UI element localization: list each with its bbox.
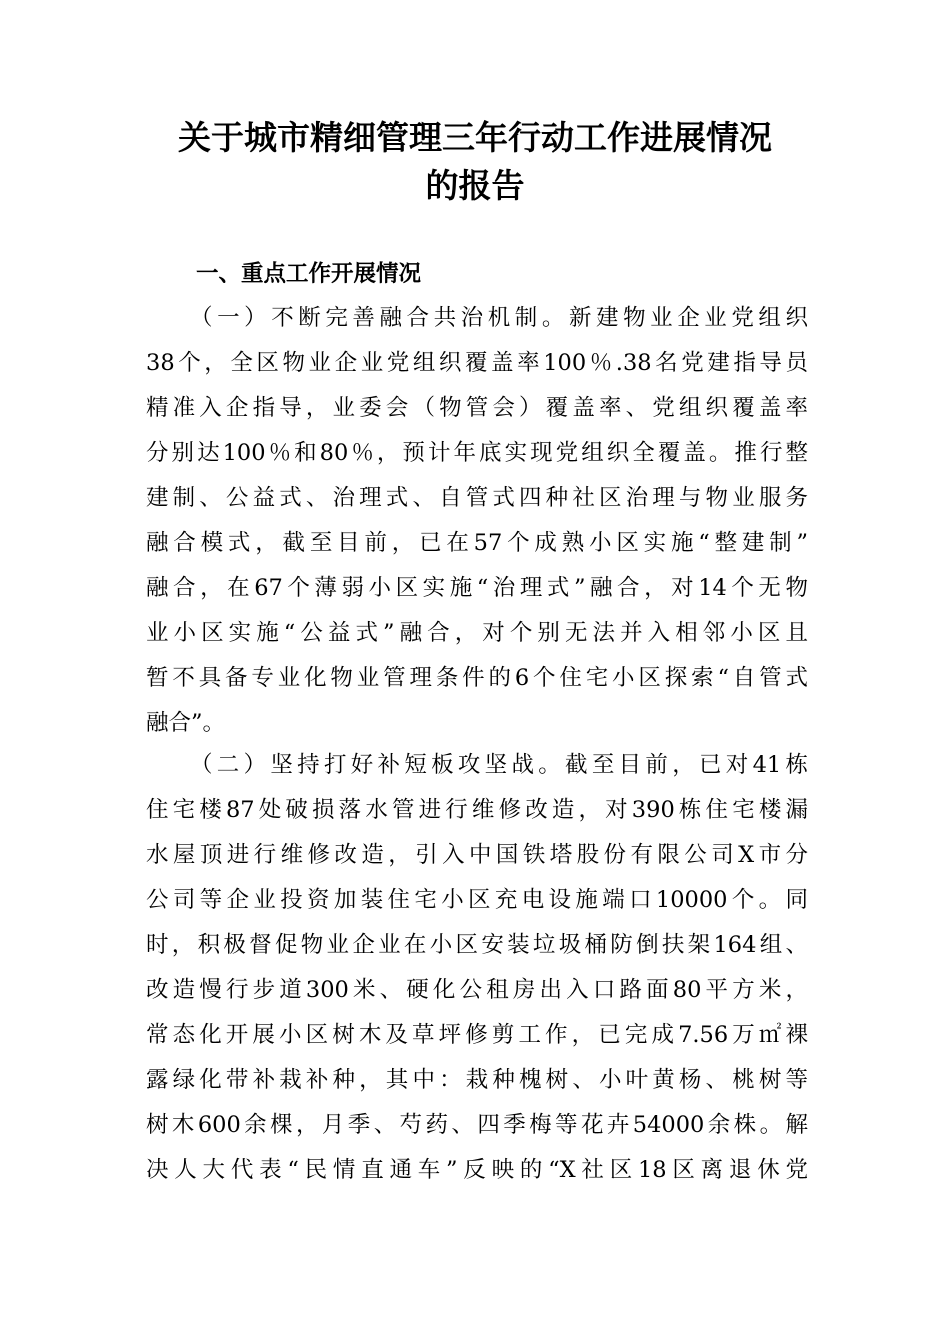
- text-line: 水屋顶进行维修改造，引入中国铁塔股份有限公司X市分: [146, 842, 808, 868]
- title-line-1: 关于城市精细管理三年行动工作进展情况: [178, 118, 772, 157]
- section-heading: 一、重点工作开展情况: [196, 261, 422, 287]
- text-line: 业小区实施“公益式”融合，对个别无法并入相邻小区且: [146, 620, 808, 646]
- document-title: [140, 114, 810, 210]
- text-line: 分别达100％和80％，预计年底实现党组织全覆盖。推行整: [146, 440, 808, 466]
- text-line: 时，积极督促物业企业在小区安装垃圾桶防倒扶架164组、: [146, 932, 808, 958]
- text-line: 露绿化带补栽补种，其中：栽种槐树、小叶黄杨、桃树等: [146, 1067, 808, 1093]
- paragraph-1: [146, 296, 808, 746]
- text-line: 38个，全区物业企业党组织覆盖率100％.38名党建指导员: [146, 350, 808, 376]
- paragraph-2: [146, 743, 808, 1193]
- text-line: 暂不具备专业化物业管理条件的6个住宅小区探索“自管式: [146, 665, 808, 691]
- text-line: 常态化开展小区树木及草坪修剪工作，已完成7.56万㎡裸: [146, 1022, 808, 1048]
- text-line: 融合，在67个薄弱小区实施“治理式”融合，对14个无物: [146, 575, 808, 601]
- text-line: 公司等企业投资加装住宅小区充电设施端口10000个。同: [146, 887, 808, 913]
- text-line: 决人大代表“民情直通车”反映的“X社区18区离退休党: [146, 1157, 808, 1183]
- text-line: 住宅楼87处破损落水管进行维修改造，对390栋住宅楼漏: [146, 797, 808, 823]
- title-line-2: 的报告: [425, 166, 525, 205]
- text-line: 融合”。: [146, 710, 226, 736]
- text-line: 建制、公益式、治理式、自管式四种社区治理与物业服务: [146, 485, 808, 511]
- text-line: 融合模式，截至目前，已在57个成熟小区实施“整建制”: [146, 530, 808, 556]
- text-line: 树木600余棵，月季、芍药、四季梅等花卉54000余株。解: [146, 1112, 808, 1138]
- text-line: （一）不断完善融合共治机制。新建物业企业党组织: [190, 305, 808, 331]
- text-line: 精准入企指导，业委会（物管会）覆盖率、党组织覆盖率: [146, 395, 808, 421]
- text-line: 改造慢行步道300米、硬化公租房出入口路面80平方米，: [146, 977, 808, 1003]
- text-line: （二）坚持打好补短板攻坚战。截至目前，已对41栋: [190, 752, 808, 778]
